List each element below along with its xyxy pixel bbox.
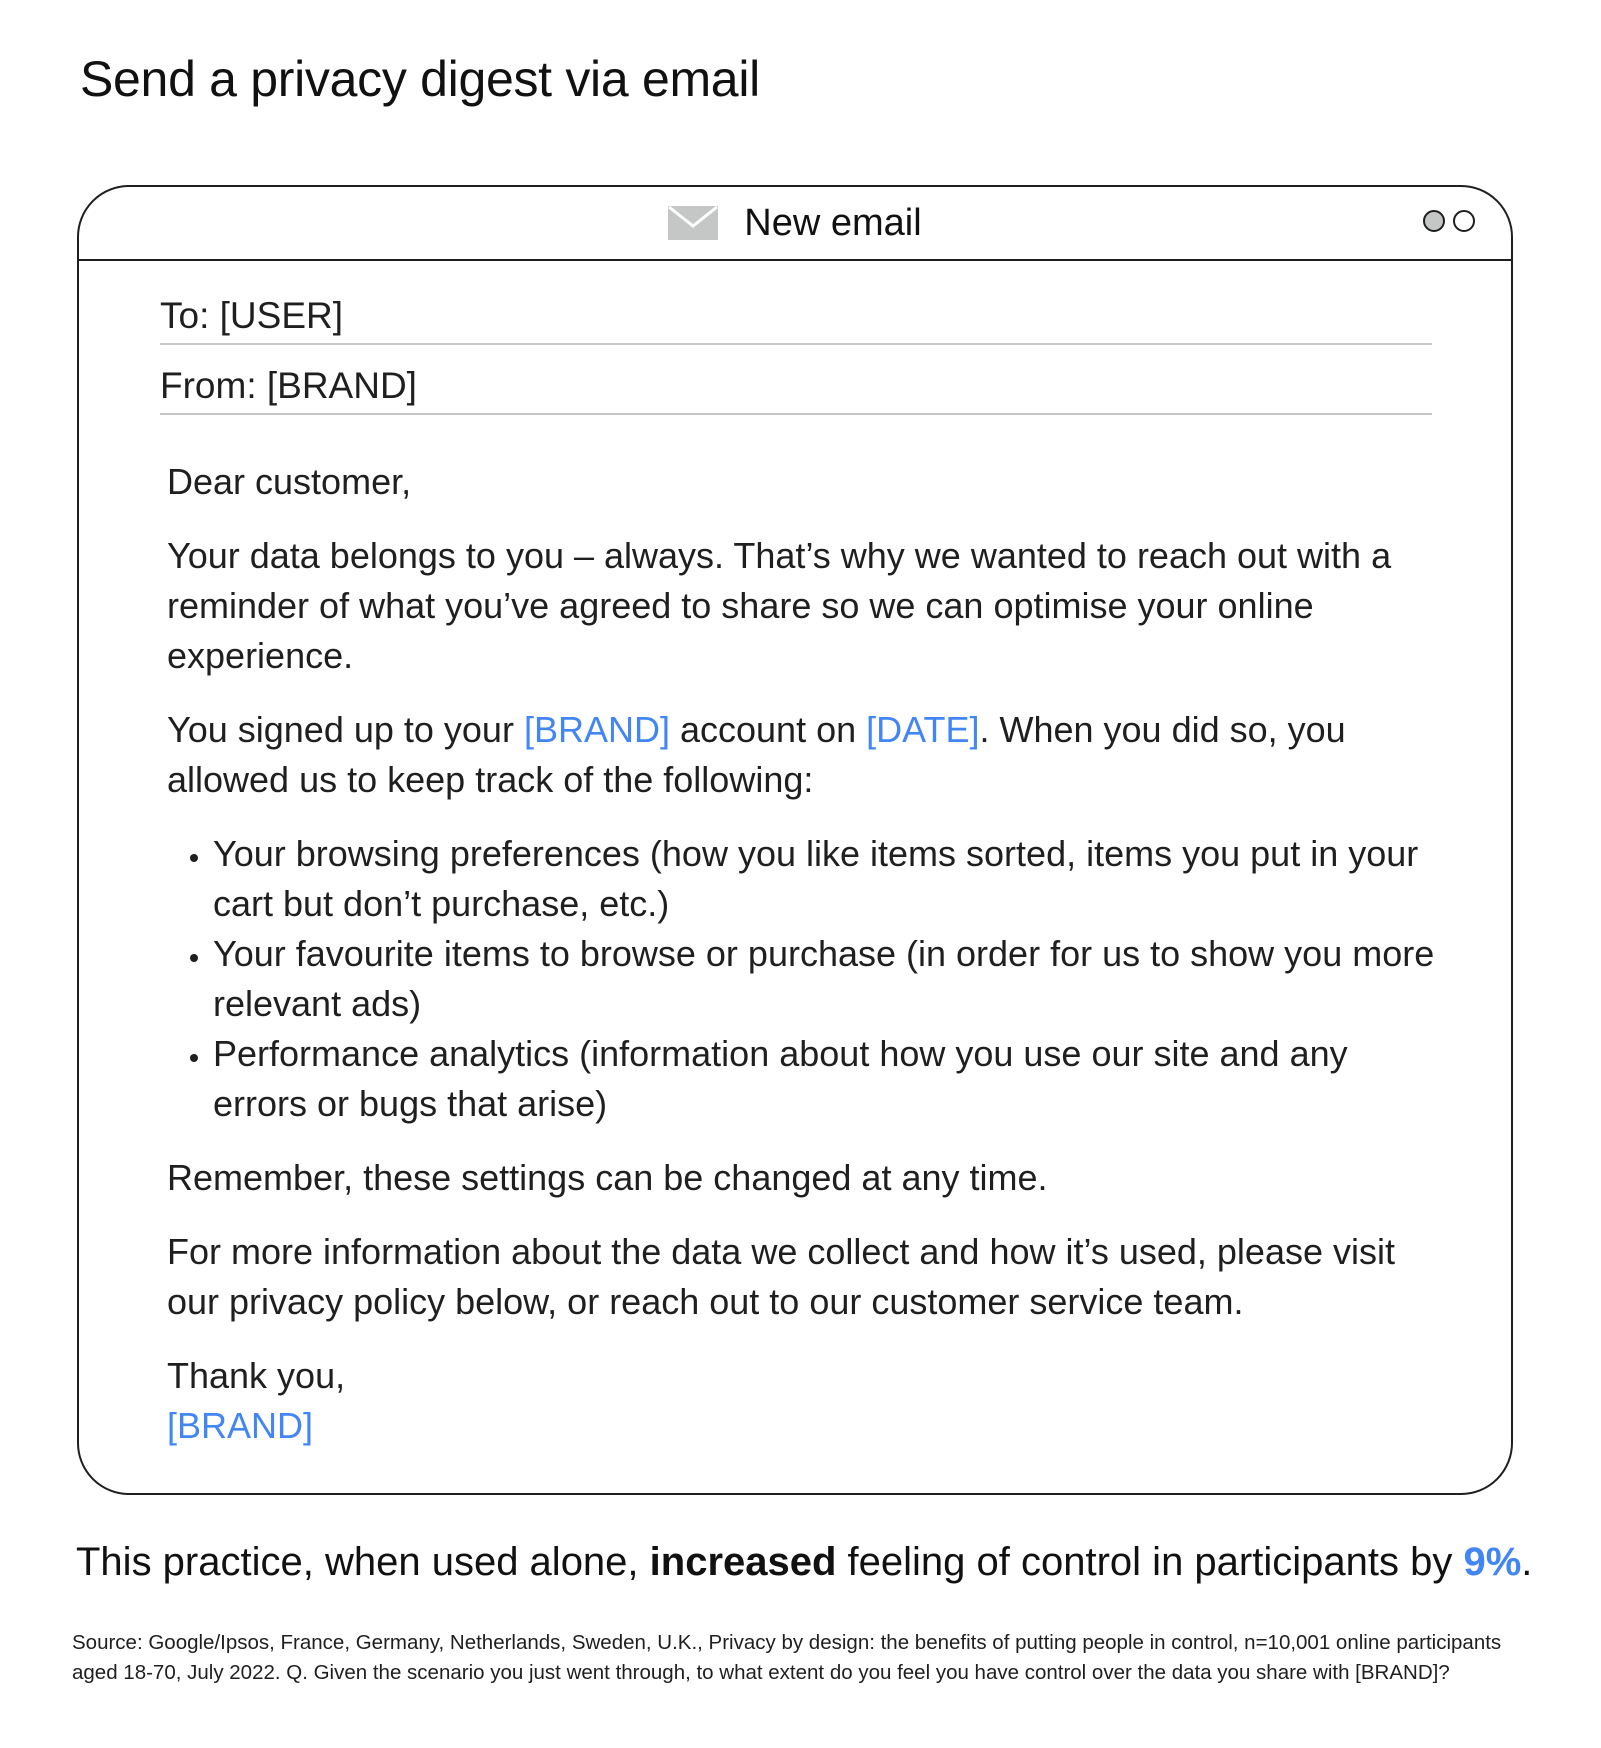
to-field[interactable]: To: [USER] [160, 295, 1432, 345]
page-title: Send a privacy digest via email [80, 51, 760, 107]
email-paragraph-more-info: For more information about the data we collect and how it’s used, please visit our privacy policy below, or reach out to our customer service team. [167, 1231, 1395, 1322]
email-paragraph-data-belongs: Your data belongs to you – always. That’s why we wanted to reach out with a reminder of what you’ve agreed to share so we can optimise your online experience. [167, 535, 1392, 676]
date-placeholder: [DATE] [866, 709, 980, 750]
envelope-icon [668, 206, 718, 240]
window-control-dot-filled[interactable] [1423, 210, 1445, 232]
email-body [167, 457, 1437, 1451]
signup-text-1: You signed up to your [167, 709, 524, 750]
result-text-3: . [1521, 1540, 1533, 1584]
email-signoff [167, 1351, 1437, 1451]
list-item: • Your favourite items to browse or purchase (in order for us to show you more relevant ads) [213, 929, 1437, 1029]
source-note: Source: Google/Ipsos, France, Germany, Netherlands, Sweden, U.K., Privacy by design: the benefits of putting people in control, n=10,001 online participants aged 18-70, July 2022. Q. Given the scenario you just went through, to what extent do you feel you have control over the data you share with [BRAND]? [72, 1631, 1502, 1684]
result-text-1: This practice, when used alone, [76, 1540, 650, 1584]
brand-placeholder: [BRAND] [523, 709, 670, 750]
tracking-list [167, 829, 1437, 1129]
from-field[interactable]: From: [BRAND] [160, 365, 1432, 415]
result-text-2: feeling of control in participants by [836, 1540, 1464, 1584]
signature-brand: [BRAND] [167, 1405, 314, 1446]
result-bold: increased [649, 1540, 837, 1584]
signoff-text: Thank you, [167, 1355, 346, 1396]
window-control-dot-empty[interactable] [1453, 210, 1475, 232]
list-item: • Performance analytics (information about how you use our site and any errors or bugs that arise) [213, 1029, 1437, 1129]
list-item: • Your browsing preferences (how you like items sorted, items you put in your cart but don’t purchase, etc.) [213, 829, 1437, 929]
email-greeting: Dear customer, [167, 461, 412, 502]
window-controls [1423, 210, 1475, 232]
email-paragraph-signup [167, 705, 1437, 805]
window-title: New email [744, 201, 922, 244]
window-header [79, 187, 1511, 261]
signup-text-3: . When you did so, you allowed us to keep track of the following: [167, 709, 1346, 800]
result-percent: 9% [1463, 1540, 1522, 1584]
email-paragraph-reminder: Remember, these settings can be changed at any time. [167, 1157, 1048, 1198]
signup-text-2: account on [669, 709, 867, 750]
email-window [77, 185, 1513, 1495]
result-statement [76, 1540, 1532, 1585]
